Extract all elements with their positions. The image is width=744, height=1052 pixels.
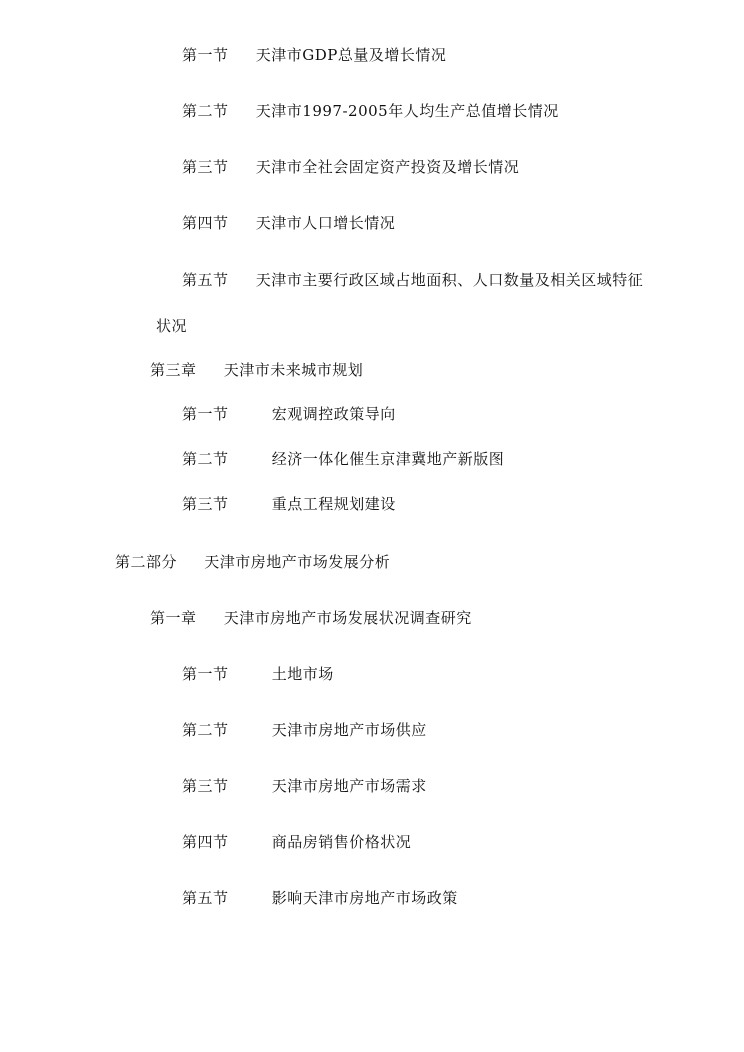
section-label: 第五节 <box>182 889 229 907</box>
section-title: 天津市房地产市场需求 <box>271 777 427 795</box>
section-title: 天津市房地产市场供应 <box>271 721 427 739</box>
section-label: 第二节 <box>182 721 229 739</box>
toc-entry[interactable] <box>182 213 395 233</box>
toc-entry[interactable] <box>182 157 519 177</box>
section-label: 第二节 <box>182 102 229 120</box>
section-title: 天津市全社会固定资产投资及增长情况 <box>255 158 520 176</box>
chapter-label: 第一章 <box>150 609 197 627</box>
section-title: 天津市GDP总量及增长情况 <box>255 46 447 64</box>
section-label: 第一节 <box>182 665 229 683</box>
toc-entry[interactable] <box>182 101 559 121</box>
section-label: 第一节 <box>182 405 229 423</box>
section-label: 第一节 <box>182 46 229 64</box>
chapter-title: 天津市未来城市规划 <box>223 361 364 379</box>
section-title: 宏观调控政策导向 <box>271 405 396 423</box>
toc-entry[interactable] <box>182 888 458 908</box>
section-label: 第三节 <box>182 777 229 795</box>
section-title: 天津市1997-2005年人均生产总值增长情况 <box>255 102 559 120</box>
toc-entry-continuation[interactable] <box>156 316 187 336</box>
toc-chapter[interactable] <box>150 608 472 628</box>
toc-entry[interactable] <box>182 720 427 740</box>
section-label: 第三节 <box>182 158 229 176</box>
section-title: 影响天津市房地产市场政策 <box>271 889 458 907</box>
toc-chapter[interactable] <box>150 360 363 380</box>
part-title: 天津市房地产市场发展分析 <box>204 553 391 571</box>
section-title: 天津市主要行政区域占地面积、人口数量及相关区域特征 <box>255 271 644 289</box>
chapter-label: 第三章 <box>150 361 197 379</box>
section-title: 商品房销售价格状况 <box>271 833 412 851</box>
section-label: 第二节 <box>182 450 229 468</box>
toc-entry[interactable] <box>182 449 504 469</box>
toc-entry[interactable] <box>182 45 446 65</box>
section-title: 天津市人口增长情况 <box>255 214 396 232</box>
section-label: 第三节 <box>182 495 229 513</box>
section-label: 第四节 <box>182 214 229 232</box>
section-title-continuation: 状况 <box>156 317 188 335</box>
toc-entry[interactable] <box>182 494 396 514</box>
toc-entry[interactable] <box>182 664 334 684</box>
toc-part[interactable] <box>115 552 390 572</box>
part-label: 第二部分 <box>115 553 178 571</box>
toc-entry[interactable] <box>182 776 427 796</box>
section-title: 土地市场 <box>271 665 334 683</box>
section-title: 经济一体化催生京津冀地产新版图 <box>271 450 505 468</box>
toc-entry[interactable] <box>182 270 643 290</box>
toc-entry[interactable] <box>182 404 396 424</box>
chapter-title: 天津市房地产市场发展状况调查研究 <box>223 609 472 627</box>
toc-entry[interactable] <box>182 832 411 852</box>
section-label: 第四节 <box>182 833 229 851</box>
section-label: 第五节 <box>182 271 229 289</box>
section-title: 重点工程规划建设 <box>271 495 396 513</box>
